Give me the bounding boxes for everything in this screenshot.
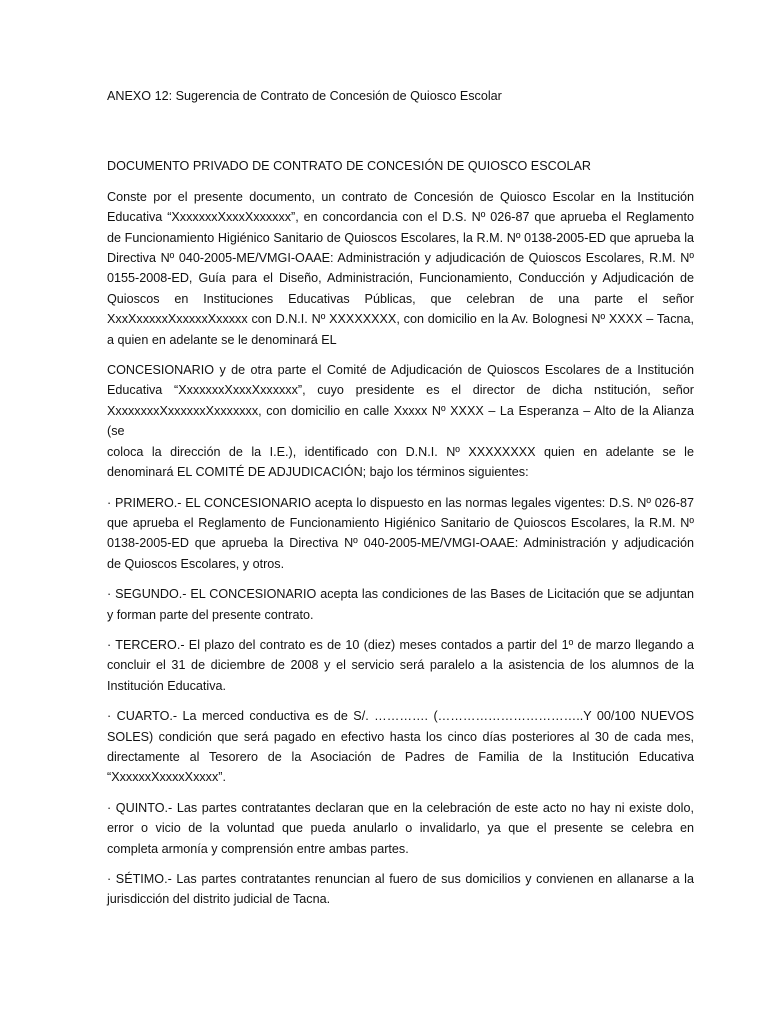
paragraph-line: SOLES) condición que será pagado en efectivo hasta los cinco días posteriores al 30 de cada mes, [107, 729, 694, 744]
paragraph-line: Institución Educativa. [107, 678, 227, 693]
paragraph-line: · SEGUNDO.- EL CONCESIONARIO acepta las condiciones de las Bases de Licitación que se adjuntan [107, 587, 694, 602]
paragraph-line: Educativa “XxxxxxxXxxxXxxxxxx”, cuyo presidente es el director de dicha nstitución, señor [107, 383, 694, 398]
paragraph-line: directamente al Tesorero de la Asociación de Padres de Familia de la Institución Educativa [107, 749, 694, 764]
contract-paragraph [107, 187, 694, 350]
contract-paragraph [107, 584, 694, 625]
contract-paragraph [107, 706, 694, 788]
paragraph-line: de Quioscos Escolares, y otros. [107, 556, 285, 571]
paragraph-line: a quien en adelante se le denominará EL [107, 332, 337, 347]
paragraph-line: Conste por el presente documento, un contrato de Concesión de Quiosco Escolar en la Institución [107, 189, 694, 204]
paragraph-line: completa armonía y comprensión entre ambas partes. [107, 841, 409, 856]
contract-body [107, 187, 694, 910]
paragraph-line: y forman parte del presente contrato. [107, 607, 314, 622]
paragraph-line: · QUINTO.- Las partes contratantes declaran que en la celebración de este acto no hay ni existe dolo, [107, 800, 694, 815]
contract-paragraph [107, 360, 694, 482]
document-title: DOCUMENTO PRIVADO DE CONTRATO DE CONCESIÓN DE QUIOSCO ESCOLAR [107, 159, 591, 174]
paragraph-line: Directiva Nº 040-2005-ME/VMGI-OAAE: Administración y adjudicación de Quioscos Escolares, R.M. Nº [107, 251, 694, 266]
paragraph-line: 0155-2008-ED, Guía para el Diseño, Administración, Funcionamiento, Conducción y Adjudicación de [107, 271, 694, 286]
paragraph-line: de Funcionamiento Higiénico Sanitario de Quioscos Escolares, la R.M. Nº 0138-2005-ED que aprueba la [107, 230, 694, 245]
paragraph-line: XxxxxxxxXxxxxxxXxxxxxxx, con domicilio en calle Xxxxx Nº XXXX – La Esperanza – Alto de la Alianza (se [107, 403, 694, 439]
paragraph-line: Educativa “XxxxxxxXxxxXxxxxxx”, en concordancia con el D.S. Nº 026-87 que aprueba el Reglamento [107, 210, 694, 225]
paragraph-line: · TERCERO.- El plazo del contrato es de 10 (diez) meses contados a partir del 1º de marzo llegando a [107, 637, 694, 652]
contract-paragraph [107, 869, 694, 910]
paragraph-line: jurisdicción del distrito judicial de Tacna. [107, 892, 331, 907]
paragraph-line: · SÉTIMO.- Las partes contratantes renuncian al fuero de sus domicilios y convienen en allanarse a la [107, 872, 694, 886]
contract-paragraph [107, 798, 694, 859]
paragraph-line: · PRIMERO.- EL CONCESIONARIO acepta lo dispuesto en las normas legales vigentes: D.S. Nº 026-87 [107, 495, 694, 510]
paragraph-line: denominará EL COMITÉ DE ADJUDICACIÓN; bajo los términos siguientes: [107, 465, 529, 480]
paragraph-line: que aprueba el Reglamento de Funcionamiento Higiénico Sanitario de Quioscos Escolares, la R.M. Nº [107, 515, 694, 530]
document-page [107, 86, 694, 920]
paragraph-line: 0138-2005-ED que aprueba la Directiva Nº 040-2005-ME/VMGI-OAAE: Administración y adjudicación [107, 536, 694, 551]
paragraph-line: CONCESIONARIO y de otra parte el Comité de Adjudicación de Quioscos Escolares de a Institución [107, 363, 694, 378]
contract-paragraph [107, 635, 694, 696]
paragraph-line: XxxXxxxxxXxxxxxXxxxxx con D.N.I. Nº XXXXXXXX, con domicilio en la Av. Bolognesi Nº XXXX – Tacna, [107, 312, 694, 327]
paragraph-line: coloca la dirección de la I.E.), identificado con D.N.I. Nº XXXXXXXX quien en adelante se le [107, 444, 694, 459]
annex-title: ANEXO 12: Sugerencia de Contrato de Concesión de Quiosco Escolar [107, 89, 502, 103]
paragraph-line: error o vicio de la voluntad que pueda anularlo o invalidarlo, ya que el presente se celebra en [107, 821, 694, 836]
paragraph-line: concluir el 31 de diciembre de 2008 y el servicio será paralelo a la asistencia de los alumnos de la [107, 658, 694, 673]
paragraph-line: · CUARTO.- La merced conductiva es de S/. …………. (……………………………..Y 00/100 NUEVOS [107, 709, 694, 724]
contract-paragraph [107, 493, 694, 575]
paragraph-line: Quioscos en Instituciones Educativas Públicas, que celebran de una parte el señor [107, 291, 694, 306]
paragraph-line: “XxxxxxXxxxxXxxxx”. [107, 770, 226, 785]
